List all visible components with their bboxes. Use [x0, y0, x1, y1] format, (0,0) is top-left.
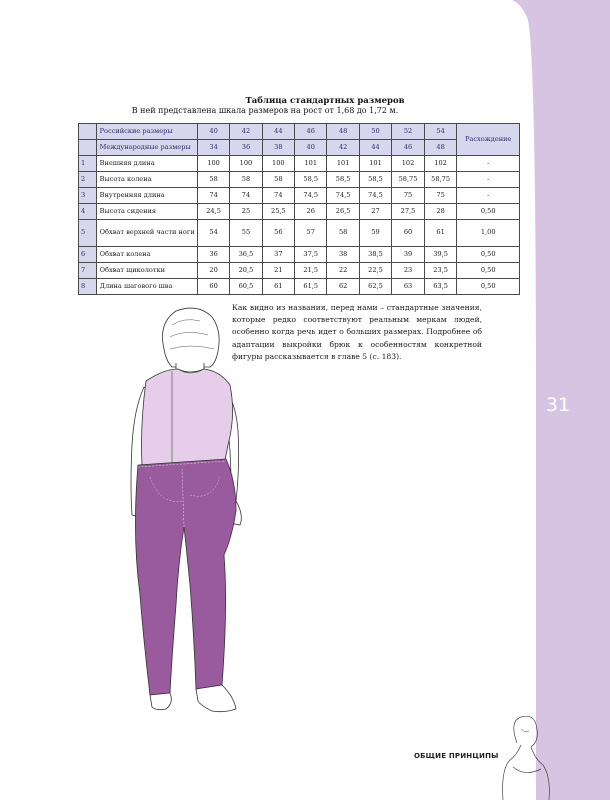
value-cell: 74,5 — [327, 188, 359, 204]
table-row — [79, 247, 520, 263]
value-cell: 62,5 — [359, 279, 391, 295]
measurement-name-cell: Обхват щиколотки — [96, 263, 197, 279]
international-size-cell: 38 — [262, 140, 294, 156]
russian-size-cell: 48 — [327, 124, 359, 140]
top — [142, 369, 233, 465]
international-size-cell: 34 — [197, 140, 229, 156]
value-cell: 56 — [262, 220, 294, 247]
russian-sizes-label: Российские размеры — [96, 124, 197, 140]
table-row — [79, 172, 520, 188]
value-cell: 74,5 — [295, 188, 327, 204]
international-size-cell: 40 — [295, 140, 327, 156]
international-size-cell: 44 — [359, 140, 391, 156]
value-cell: 25 — [230, 204, 262, 220]
size-table — [78, 123, 520, 295]
value-cell: 37,5 — [295, 247, 327, 263]
value-cell: 102 — [424, 156, 457, 172]
measurement-name-cell: Обхват верхней части ноги — [96, 220, 197, 247]
russian-size-cell: 42 — [230, 124, 262, 140]
value-cell: 21,5 — [295, 263, 327, 279]
value-cell: 36,5 — [230, 247, 262, 263]
international-sizes-label: Международные размеры — [96, 140, 197, 156]
russian-size-cell: 50 — [359, 124, 391, 140]
value-cell: 62 — [327, 279, 359, 295]
section-label: ОБЩИЕ ПРИНЦИПЫ — [414, 752, 499, 760]
margin-figure-illustration — [495, 715, 555, 800]
value-cell: 39 — [392, 247, 425, 263]
value-cell: 22 — [327, 263, 359, 279]
value-cell: 58 — [197, 172, 229, 188]
value-cell: 28 — [424, 204, 457, 220]
table-row — [79, 188, 520, 204]
value-cell: 20 — [197, 263, 229, 279]
row-number-cell: 1 — [79, 156, 97, 172]
value-cell: 63 — [392, 279, 425, 295]
international-size-cell: 42 — [327, 140, 359, 156]
value-cell: 36 — [197, 247, 229, 263]
difference-header: Расхождение — [457, 124, 520, 156]
value-cell: 59 — [359, 220, 391, 247]
measurement-name-cell: Обхват колена — [96, 247, 197, 263]
row-number-cell: 4 — [79, 204, 97, 220]
value-cell: 58,5 — [295, 172, 327, 188]
value-cell: 60,5 — [230, 279, 262, 295]
measurement-name-cell: Внешняя длина — [96, 156, 197, 172]
difference-cell: 0,50 — [457, 263, 520, 279]
value-cell: 21 — [262, 263, 294, 279]
value-cell: 75 — [424, 188, 457, 204]
hair — [163, 308, 220, 367]
difference-cell: 0,50 — [457, 204, 520, 220]
value-cell: 61,5 — [295, 279, 327, 295]
value-cell: 26 — [295, 204, 327, 220]
value-cell: 74 — [197, 188, 229, 204]
value-cell: 63,5 — [424, 279, 457, 295]
international-size-cell: 46 — [392, 140, 425, 156]
russian-size-cell: 54 — [424, 124, 457, 140]
international-sizes-row — [79, 140, 520, 156]
table-row — [79, 204, 520, 220]
value-cell: 58,75 — [392, 172, 425, 188]
value-cell: 24,5 — [197, 204, 229, 220]
row-number-cell: 8 — [79, 279, 97, 295]
difference-cell: - — [457, 172, 520, 188]
value-cell: 101 — [359, 156, 391, 172]
value-cell: 26,5 — [327, 204, 359, 220]
value-cell: 37 — [262, 247, 294, 263]
measurement-name-cell: Внутренняя длина — [96, 188, 197, 204]
value-cell: 23,5 — [424, 263, 457, 279]
international-size-cell: 48 — [424, 140, 457, 156]
value-cell: 74 — [230, 188, 262, 204]
russian-size-cell: 44 — [262, 124, 294, 140]
difference-cell: - — [457, 156, 520, 172]
measurement-name-cell: Высота сидения — [96, 204, 197, 220]
table-row — [79, 279, 520, 295]
difference-cell: 1,00 — [457, 220, 520, 247]
table-row — [79, 156, 520, 172]
russian-sizes-row — [79, 124, 520, 140]
row-number-cell: 3 — [79, 188, 97, 204]
international-size-cell: 36 — [230, 140, 262, 156]
value-cell: 60 — [197, 279, 229, 295]
row-number-cell: 6 — [79, 247, 97, 263]
difference-cell: 0,50 — [457, 247, 520, 263]
russian-size-cell: 46 — [295, 124, 327, 140]
value-cell: 100 — [262, 156, 294, 172]
value-cell: 74,5 — [359, 188, 391, 204]
value-cell: 22,5 — [359, 263, 391, 279]
value-cell: 55 — [230, 220, 262, 247]
row-number-cell: 2 — [79, 172, 97, 188]
difference-cell: - — [457, 188, 520, 204]
body-paragraph: Как видно из названия, перед нами – стандартные значения, которые редко соответствуют реальным меркам людей, особенно когда речь идет о больших размерах. Подробнее об адаптации выкройки брюк к особенностям конкретной фигуры рассказывается в главе 5 (с. 183). — [232, 303, 482, 361]
value-cell: 25,5 — [262, 204, 294, 220]
value-cell: 58,5 — [327, 172, 359, 188]
value-cell: 23 — [392, 263, 425, 279]
trousers — [135, 459, 236, 695]
value-cell: 58,75 — [424, 172, 457, 188]
table-row — [79, 263, 520, 279]
value-cell: 101 — [327, 156, 359, 172]
measurement-name-cell: Длина шагового шва — [96, 279, 197, 295]
value-cell: 38,5 — [359, 247, 391, 263]
value-cell: 27,5 — [392, 204, 425, 220]
value-cell: 58 — [327, 220, 359, 247]
page-number: 31 — [545, 394, 571, 416]
value-cell: 38 — [327, 247, 359, 263]
value-cell: 75 — [392, 188, 425, 204]
value-cell: 57 — [295, 220, 327, 247]
value-cell: 100 — [230, 156, 262, 172]
measurement-name-cell: Высота колена — [96, 172, 197, 188]
value-cell: 39,5 — [424, 247, 457, 263]
russian-size-cell: 40 — [197, 124, 229, 140]
value-cell: 58 — [262, 172, 294, 188]
russian-size-cell: 52 — [392, 124, 425, 140]
value-cell: 100 — [197, 156, 229, 172]
value-cell: 54 — [197, 220, 229, 247]
table-title: Таблица стандартных размеров — [245, 96, 405, 106]
value-cell: 74 — [262, 188, 294, 204]
value-cell: 58,5 — [359, 172, 391, 188]
row-number-cell: 7 — [79, 263, 97, 279]
difference-cell: 0,50 — [457, 279, 520, 295]
value-cell: 60 — [392, 220, 425, 247]
value-cell: 27 — [359, 204, 391, 220]
value-cell: 102 — [392, 156, 425, 172]
value-cell: 61 — [424, 220, 457, 247]
value-cell: 61 — [262, 279, 294, 295]
value-cell: 101 — [295, 156, 327, 172]
table-subtitle: В ней представлена шкала размеров на рост от 1,68 до 1,72 м. — [131, 106, 399, 115]
figure-illustration — [120, 305, 250, 725]
value-cell: 20,5 — [230, 263, 262, 279]
table-row — [79, 220, 520, 247]
row-number-cell: 5 — [79, 220, 97, 247]
value-cell: 58 — [230, 172, 262, 188]
